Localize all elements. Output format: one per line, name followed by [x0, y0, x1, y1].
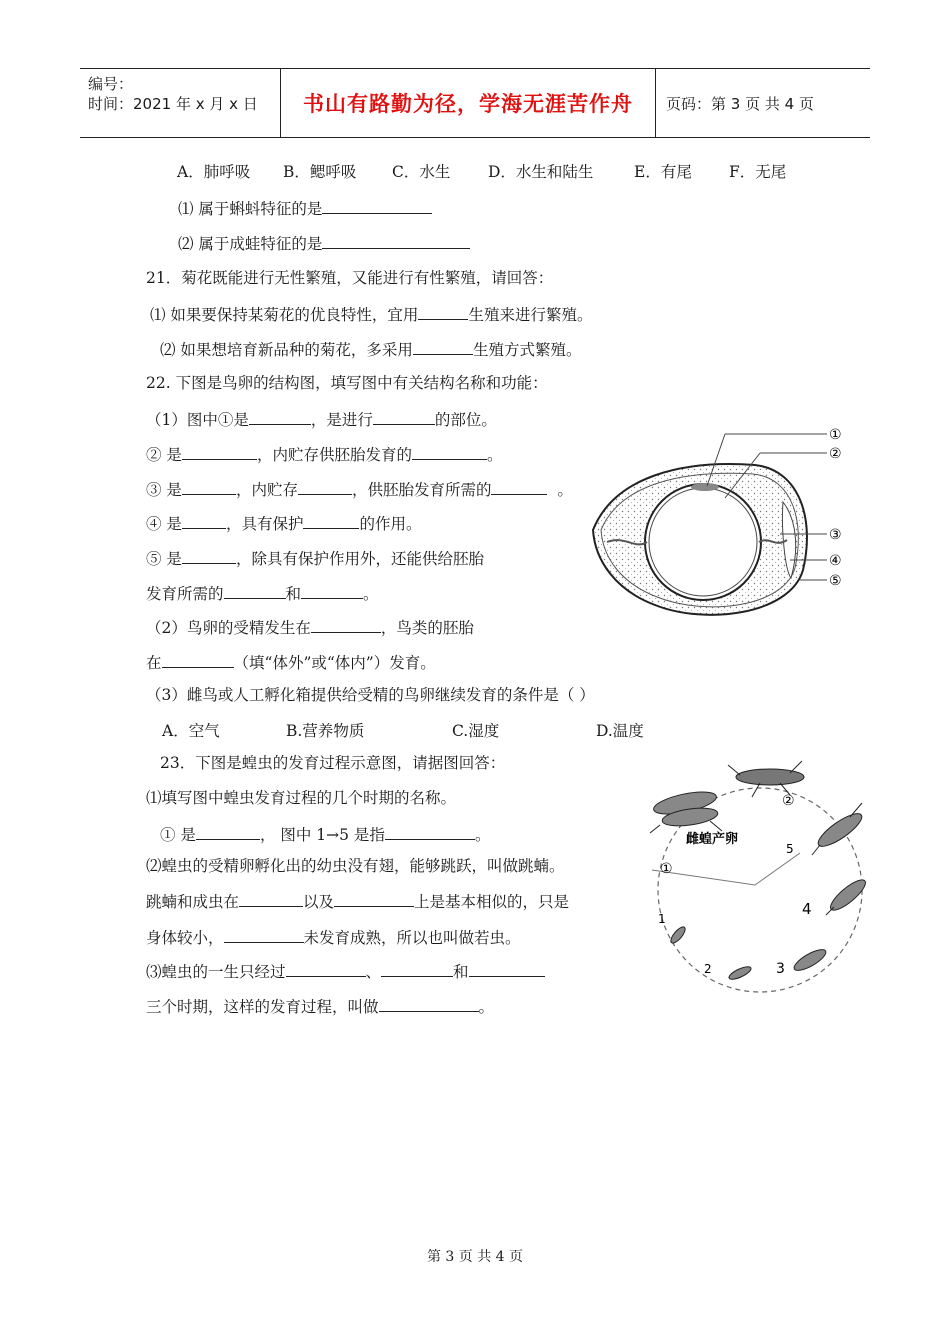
q23-line6-c: 和 [453, 963, 469, 981]
q22-line6 [146, 582, 379, 604]
q20-option-a: A．肺呼吸 [177, 163, 251, 181]
q20-option-b: B．鳃呼吸 [283, 163, 357, 181]
q23-line4-b: 以及 [303, 893, 335, 911]
q23-line2-b: ， 图中 1→5 是指 [259, 826, 385, 844]
answer-blank[interactable] [381, 960, 453, 977]
q20-option-c: C．水生 [392, 163, 451, 181]
q23-line6-b: 、 [365, 963, 382, 981]
motto-text: 书山有路勤为径，学海无涯苦作舟 [303, 91, 633, 116]
answer-blank[interactable] [379, 995, 479, 1012]
q22-line7 [146, 616, 474, 638]
q21-title: 21．菊花既能进行无性繁殖，又能进行有性繁殖，请回答： [146, 269, 554, 287]
answer-blank[interactable] [322, 232, 470, 249]
ground-line [652, 853, 800, 885]
q23-line1: ⑴填写图中蝗虫发育过程的几个时期的名称。 [146, 789, 457, 807]
answer-blank[interactable] [303, 512, 359, 529]
q21-part1-text-a: ⑴ 如果要保持某菊花的优良特性，宜用 [150, 306, 419, 324]
q22-line2-a: ② 是 [146, 446, 182, 464]
q20-option-e: E．有尾 [634, 163, 692, 181]
q23-line7-a: 三个时期，这样的发育过程，叫做 [146, 998, 379, 1016]
answer-blank[interactable] [196, 823, 260, 840]
header-meta-cell [80, 69, 281, 137]
answer-blank[interactable] [182, 547, 236, 564]
diagram-label-2: ② [829, 446, 842, 462]
q23-line6 [146, 960, 545, 982]
q23-title: 23．下图是蝗虫的发育过程示意图，请据图回答： [160, 754, 506, 772]
bird-egg-diagram [585, 420, 860, 630]
locust-life-cycle-diagram [640, 755, 900, 1000]
q22-line3-d: 。 [557, 481, 573, 499]
answer-blank[interactable] [239, 890, 303, 907]
answer-blank[interactable] [334, 890, 414, 907]
q22-option-c: C.湿度 [452, 722, 500, 740]
page-info-cell [656, 69, 870, 137]
q22-line5-a: ⑤ 是 [146, 550, 182, 568]
answer-blank[interactable] [182, 443, 257, 460]
q22-line4-c: 的作用。 [359, 515, 422, 533]
nymph-stage-5-icon [812, 803, 866, 855]
q20-part2-text: ⑵ 属于成蛙特征的是 [178, 235, 323, 253]
q20-part1-text: ⑴ 属于蝌蚪特征的是 [178, 200, 323, 218]
q22-line5-b: ，除具有保护作用外，还能供给胚胎 [235, 550, 484, 568]
answer-blank[interactable] [301, 582, 363, 599]
q22-line8-a: 在 [146, 654, 162, 672]
q22-line9: （3）雌鸟或人工孵化箱提供给受精的鸟卵继续发育的条件是（ ） [146, 686, 595, 704]
q22-line6-c: 。 [363, 585, 379, 603]
nymph-stage-2-icon [727, 964, 752, 981]
adult-locust-icon [728, 761, 804, 797]
cycle-label-1: 1 [658, 912, 666, 926]
answer-blank[interactable] [322, 197, 432, 214]
q22-line2-c: 。 [486, 446, 503, 464]
diagram-label-4: ④ [829, 553, 842, 569]
answer-blank[interactable] [418, 303, 468, 320]
diagram-label-3: ③ [829, 527, 842, 543]
q23-line5-b: 未发育成熟，所以也叫做若虫。 [303, 929, 521, 947]
page-footer: 第 3 页 共 4 页 [426, 1249, 524, 1265]
q21-part1 [150, 303, 592, 325]
diagram-label-1: ① [829, 427, 842, 443]
q22-line3 [146, 478, 573, 500]
laying-eggs-caption: 雌蝗产卵 [686, 832, 739, 847]
q22-line8-b: （填“体外”或“体内”）发育。 [233, 654, 436, 672]
mating-locust-icon [650, 788, 722, 833]
q21-part2-text-a: ⑵ 如果想培育新品种的菊花，多采用 [160, 341, 413, 359]
q23-line5-a: 身体较小， [146, 929, 224, 947]
q20-option-d: D．水生和陆生 [488, 163, 594, 181]
cycle-label-4: 4 [802, 900, 812, 918]
q22-line6-a: 发育所需的 [146, 585, 224, 603]
answer-blank[interactable] [224, 926, 304, 943]
q23-line4-a: 跳蝻和成虫在 [146, 893, 240, 911]
q22-line1-a: （1）图中①是 [146, 411, 249, 429]
cycle-label-2: 2 [704, 962, 712, 976]
q22-option-b: B.营养物质 [286, 722, 365, 740]
q21-part2 [160, 338, 581, 360]
q22-line3-b: ，内贮存 [235, 481, 298, 499]
nymph-stage-4-icon [826, 875, 869, 915]
q22-line6-b: 和 [285, 585, 302, 603]
q22-line3-a: ③ 是 [146, 481, 182, 499]
answer-blank[interactable] [373, 408, 435, 425]
number-label: 编号： [88, 75, 134, 93]
answer-blank[interactable] [491, 478, 547, 495]
q23-line2 [160, 823, 490, 845]
q22-title: 22. 下图是鸟卵的结构图，填写图中有关结构名称和功能： [146, 374, 548, 392]
q23-line4 [146, 890, 569, 912]
answer-blank[interactable] [385, 823, 475, 840]
answer-blank[interactable] [182, 512, 226, 529]
answer-blank[interactable] [413, 338, 473, 355]
q22-line8 [146, 651, 436, 673]
cycle-label-circle-1: ① [660, 861, 673, 877]
header-table [80, 68, 870, 138]
q22-line7-a: （2）鸟卵的受精发生在 [146, 619, 311, 637]
q22-option-d: D.温度 [596, 722, 644, 740]
q20-part2 [178, 232, 470, 254]
q22-line5 [146, 547, 484, 569]
q22-line4-b: ，具有保护 [225, 515, 304, 533]
motto-cell [281, 69, 656, 137]
q23-line5 [146, 926, 521, 948]
q22-line2 [146, 443, 502, 465]
time-label: 时间：2021 年 x 月 x 日 [88, 95, 258, 113]
q21-part2-text-b: 生殖方式繁殖。 [472, 341, 582, 359]
q22-line7-b: ，鸟类的胚胎 [380, 619, 474, 637]
q22-line1 [146, 408, 497, 430]
q22-line2-b: ，内贮存供胚胎发育的 [256, 446, 412, 464]
q21-part1-text-b: 生殖来进行繁殖。 [468, 306, 593, 324]
q23-line2-c: 。 [474, 826, 491, 844]
q23-line4-c: 上是基本相似的，只是 [414, 893, 570, 911]
q22-line4 [146, 512, 421, 534]
q23-line7-b: 。 [478, 998, 495, 1016]
answer-blank[interactable] [469, 960, 545, 977]
answer-blank[interactable] [162, 651, 234, 668]
answer-blank[interactable] [182, 478, 236, 495]
q20-part1 [178, 197, 432, 219]
q22-line1-b: ，是进行 [310, 411, 373, 429]
answer-blank[interactable] [249, 408, 311, 425]
answer-blank[interactable] [412, 443, 487, 460]
q22-option-a: A．空气 [162, 722, 220, 740]
yolk [645, 484, 761, 600]
diagram-label-5: ⑤ [829, 573, 842, 589]
page-info-text: 页码：第 3 页 共 4 页 [666, 94, 814, 113]
answer-blank[interactable] [298, 478, 352, 495]
q20-option-f: F．无尾 [729, 163, 787, 181]
q22-line4-a: ④ 是 [146, 515, 182, 533]
q22-line3-c: ，供胚胎发育所需的 [351, 481, 492, 499]
cycle-label-5: 5 [786, 842, 794, 856]
answer-blank[interactable] [311, 616, 381, 633]
nymph-stage-1-icon [669, 925, 688, 945]
q22-line1-c: 的部位。 [434, 411, 497, 429]
germinal-disc [691, 483, 719, 491]
q23-line6-a: ⑶蝗虫的一生只经过 [146, 963, 286, 981]
cycle-label-circle-2: ② [782, 793, 795, 809]
cycle-label-3: 3 [776, 961, 785, 977]
answer-blank[interactable] [224, 582, 286, 599]
q23-line7 [146, 995, 494, 1017]
q23-line2-a: ① 是 [160, 826, 196, 844]
q23-line3: ⑵蝗虫的受精卵孵化出的幼虫没有翅，能够跳跃，叫做跳蝻。 [146, 857, 565, 875]
answer-blank[interactable] [286, 960, 366, 977]
